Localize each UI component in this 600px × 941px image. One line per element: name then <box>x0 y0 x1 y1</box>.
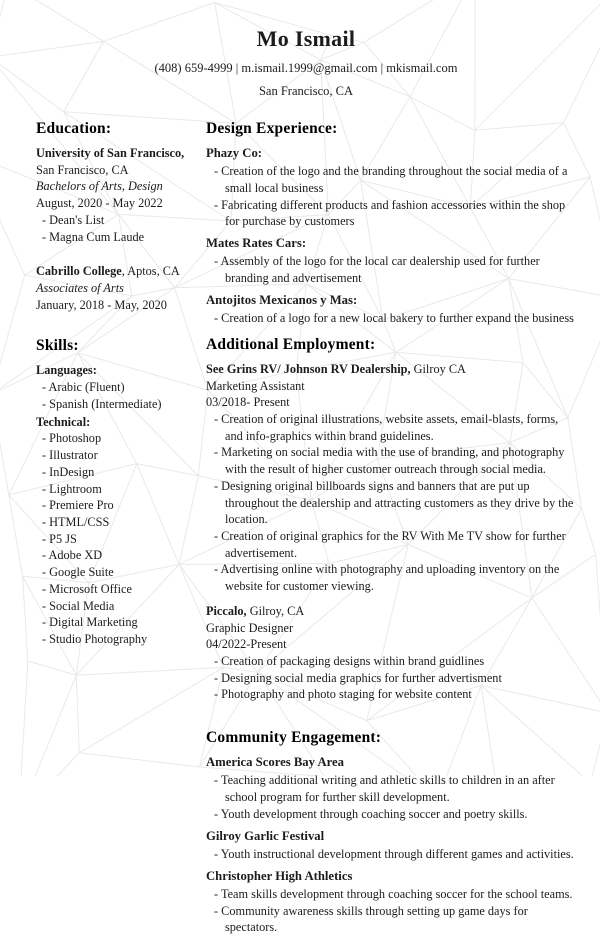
job-role: Marketing Assistant <box>206 378 305 393</box>
skills-group-label-technical: Technical: <box>36 414 91 429</box>
experience-entry <box>206 292 576 327</box>
skill-item: - HTML/CSS <box>42 514 110 529</box>
community-bullet: - Team skills development through coaching soccer for the school teams. <box>214 886 573 901</box>
skills-title: Skills: <box>36 337 79 355</box>
community-bullets <box>206 772 576 822</box>
community-bullet: - Youth development through coaching soccer and poetry skills. <box>214 806 528 821</box>
experience-bullet: - Fabricating different products and fashion accessories within the shop for purchase by customers <box>214 197 566 229</box>
degree: Bachelors of Arts, Design <box>36 179 163 194</box>
skill-item: - Digital Marketing <box>42 615 138 630</box>
job-bullets <box>206 653 576 703</box>
skill-item: - Arabic (Fluent) <box>42 380 125 395</box>
skill-item: - Social Media <box>42 598 115 613</box>
skill-item: - InDesign <box>42 464 95 479</box>
community-heading: Christopher High Athletics <box>206 868 353 883</box>
additional-employment-section <box>206 336 576 703</box>
skill-item: - Microsoft Office <box>42 581 132 596</box>
school-location-inline: , Aptos, CA <box>121 264 180 279</box>
design-experience-title: Design Experience: <box>206 120 338 137</box>
skill-item: - Spanish (Intermediate) <box>42 396 162 411</box>
experience-heading: Mates Rates Cars: <box>206 236 307 251</box>
community-entry <box>206 828 576 863</box>
left-column <box>36 120 206 941</box>
job-bullet: - Designing social media graphics for further advertisment <box>214 670 502 685</box>
skill-item: - Adobe XD <box>42 548 103 563</box>
candidate-name: Mo Ismail <box>256 26 356 51</box>
job-role: Graphic Designer <box>206 620 294 635</box>
school-name: Cabrillo College <box>36 264 122 279</box>
location-line: San Francisco, CA <box>258 84 354 98</box>
job-bullet: - Creation of original illustrations, website assets, email-blasts, forms, and info-graphics within brand guidelines. <box>214 411 559 443</box>
school-line <box>36 263 200 280</box>
job-dates: 03/2018- Present <box>206 395 290 410</box>
education-title: Education: <box>36 120 112 137</box>
school-line <box>36 145 200 162</box>
experience-bullet: - Creation of the logo and the branding throughout the social media of a small local business <box>214 164 568 195</box>
additional-employment-title: Additional Employment: <box>206 335 376 353</box>
job-bullet: - Photography and photo staging for website content <box>214 687 472 702</box>
education-dates: August, 2020 - May 2022 <box>36 196 163 211</box>
language-skills-list <box>36 379 200 412</box>
school-location: San Francisco, CA <box>36 162 129 177</box>
job-bullet: - Creation of original graphics for the RV With Me TV show for further advertisement. <box>214 529 566 560</box>
community-engagement-section <box>206 729 576 936</box>
community-bullet: - Youth instructional development through different games and activities. <box>214 846 574 861</box>
community-bullets <box>206 886 576 936</box>
job-bullet: - Creation of packaging designs within brand guidlines <box>214 654 485 669</box>
community-bullet: - Community awareness skills through setting up game days for spectators. <box>214 903 528 935</box>
resume-body <box>36 120 576 941</box>
skill-item: - P5 JS <box>42 531 77 546</box>
skill-item: - Lightroom <box>42 481 102 496</box>
experience-bullets <box>206 163 576 230</box>
community-heading: America Scores Bay Area <box>206 755 345 770</box>
experience-entry <box>206 145 576 230</box>
experience-bullets <box>206 253 576 286</box>
community-bullets <box>206 846 576 863</box>
job-bullet: - Advertising online with photography and uploading inventory on the website for customer viewing. <box>214 562 560 594</box>
education-entry <box>36 263 200 313</box>
design-experience-section <box>206 120 576 327</box>
school-name: University of San Francisco, <box>36 146 185 160</box>
community-entry <box>206 754 576 822</box>
company-location: Gilroy, CA <box>246 603 305 618</box>
experience-bullet: - Creation of a logo for a new local bakery to further expand the business <box>214 311 574 326</box>
experience-heading: Antojitos Mexicanos y Mas: <box>206 292 358 307</box>
job-bullets <box>206 411 576 595</box>
skills-group-label-languages: Languages: <box>36 363 97 378</box>
company-line <box>206 361 576 378</box>
community-heading: Gilroy Garlic Festival <box>206 828 325 843</box>
education-section <box>36 120 200 313</box>
education-bullet: - Magna Cum Laude <box>42 229 145 244</box>
job-bullet: - Designing original billboards signs and banners that are put up throughout the dealership and attracting customers as they drive by the location. <box>214 478 574 527</box>
skills-section <box>36 337 200 647</box>
technical-skills-list <box>36 430 200 647</box>
education-bullets <box>36 212 200 245</box>
education-bullet: - Dean's List <box>42 212 105 227</box>
company-name: Piccalo, <box>206 603 247 618</box>
job-entry <box>206 603 576 703</box>
experience-bullet: - Assembly of the logo for the local car dealership used for further branding and advertisement <box>214 254 540 286</box>
skill-item: - Studio Photography <box>42 631 148 646</box>
skill-item: - Photoshop <box>42 431 102 446</box>
experience-entry <box>206 235 576 287</box>
community-engagement-title: Community Engagement: <box>206 729 382 747</box>
job-dates: 04/2022-Present <box>206 637 287 652</box>
job-entry <box>206 361 576 595</box>
contact-line: (408) 659-4999 | m.ismail.1999@gmail.com | mkismail.com <box>154 61 458 75</box>
experience-bullets <box>206 310 576 327</box>
job-bullet: - Marketing on social media with the use of branding, and photography with the result of higher customer outreach through social media. <box>214 445 565 477</box>
education-entry <box>36 145 200 245</box>
company-line <box>206 603 576 620</box>
community-bullet: - Teaching additional writing and athletic skills to children in an after school program for further skill development. <box>214 773 555 805</box>
community-entry <box>206 868 576 936</box>
right-column <box>206 120 576 941</box>
company-location: Gilroy CA <box>410 361 466 376</box>
skill-item: - Illustrator <box>42 448 98 463</box>
resume-header <box>36 26 576 99</box>
experience-heading: Phazy Co: <box>206 146 263 160</box>
education-dates: January, 2018 - May, 2020 <box>36 297 167 312</box>
company-name: See Grins RV/ Johnson RV Dealership, <box>206 361 411 376</box>
skill-item: - Premiere Pro <box>42 498 114 513</box>
degree: Associates of Arts <box>36 281 124 296</box>
skill-item: - Google Suite <box>42 565 114 580</box>
